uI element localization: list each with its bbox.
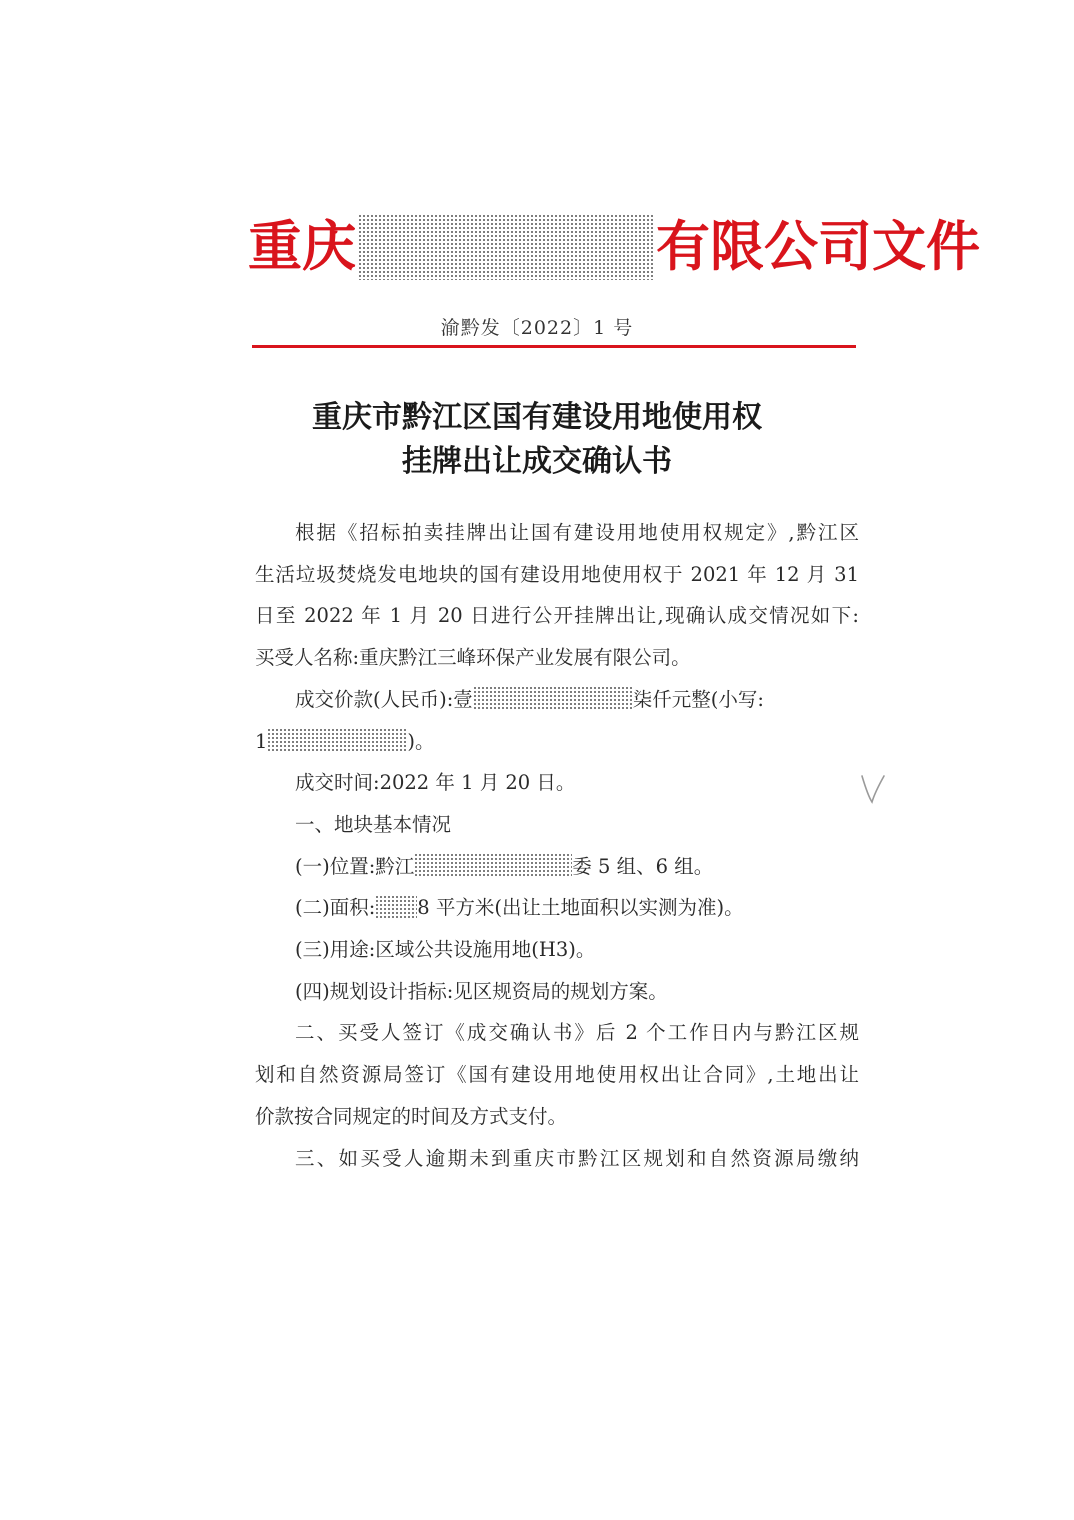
area-prefix: (二)面积: <box>295 896 376 920</box>
header-divider <box>252 345 856 348</box>
paragraph-1-line-1: 根据《招标拍卖挂牌出让国有建设用地使用权规定》,黔江区 <box>295 521 859 544</box>
land-use: (三)用途:区域公共设施用地(H3)。 <box>295 938 596 962</box>
org-name-suffix: 有限公司文件 <box>656 215 980 278</box>
paragraph-2-line-2: 划和自然资源局签订《国有建设用地使用权出让合同》,土地出让 <box>255 1063 859 1087</box>
document-title-line2: 挂牌出让成交确认书 <box>402 444 672 479</box>
section-1-heading: 一、地块基本情况 <box>295 812 452 836</box>
document-header <box>248 212 980 282</box>
org-name-prefix: 重庆 <box>248 215 356 278</box>
deal-price-small-suffix: )。 <box>407 729 435 753</box>
area-suffix: 8 平方米(出让土地面积以实测为准)。 <box>417 896 744 920</box>
redacted-org-name <box>358 214 654 280</box>
deal-price-small-line <box>255 721 859 763</box>
document-title-line1: 重庆市黔江区国有建设用地使用权 <box>312 400 762 435</box>
deal-price-small-prefix: 1 <box>255 729 268 753</box>
deal-price-suffix: 柒仟元整(小写: <box>632 687 764 711</box>
check-mark-icon <box>858 772 888 806</box>
location-suffix: 委 5 组、6 组。 <box>572 854 714 878</box>
buyer-name: 买受人名称:重庆黔江三峰环保产业发展有限公司。 <box>255 646 691 670</box>
planning-indicators: (四)规划设计指标:见区规资局的规划方案。 <box>295 979 668 1003</box>
paragraph-1-line-2: 生活垃圾焚烧发电地块的国有建设用地使用权于 2021 年 12 月 31 <box>255 562 859 586</box>
deal-time: 成交时间:2022 年 1 月 20 日。 <box>295 771 576 795</box>
area-line <box>255 887 859 929</box>
paragraph-1-line-3: 日至 2022 年 1 月 20 日进行公开挂牌出让,现确认成交情况如下: <box>255 604 859 628</box>
location-line <box>255 846 859 888</box>
paragraph-2-line-3: 价款按合同规定的时间及方式支付。 <box>255 1104 568 1128</box>
redacted-price <box>473 686 633 710</box>
deal-price-line <box>255 679 859 721</box>
redacted-location <box>414 853 572 877</box>
paragraph-3-line-1: 三、如买受人逾期未到重庆市黔江区规划和自然资源局缴纳 <box>295 1146 859 1170</box>
document-body <box>255 512 859 1179</box>
document-number: 渝黔发〔2022〕1 号 <box>440 317 634 339</box>
paragraph-2-line-1: 二、买受人签订《成交确认书》后 2 个工作日内与黔江区规 <box>295 1021 859 1045</box>
deal-price-prefix: 成交价款(人民币):壹 <box>295 687 473 711</box>
redacted-area <box>375 895 417 919</box>
location-prefix: (一)位置:黔江 <box>295 854 415 878</box>
redacted-price-small <box>267 728 407 752</box>
